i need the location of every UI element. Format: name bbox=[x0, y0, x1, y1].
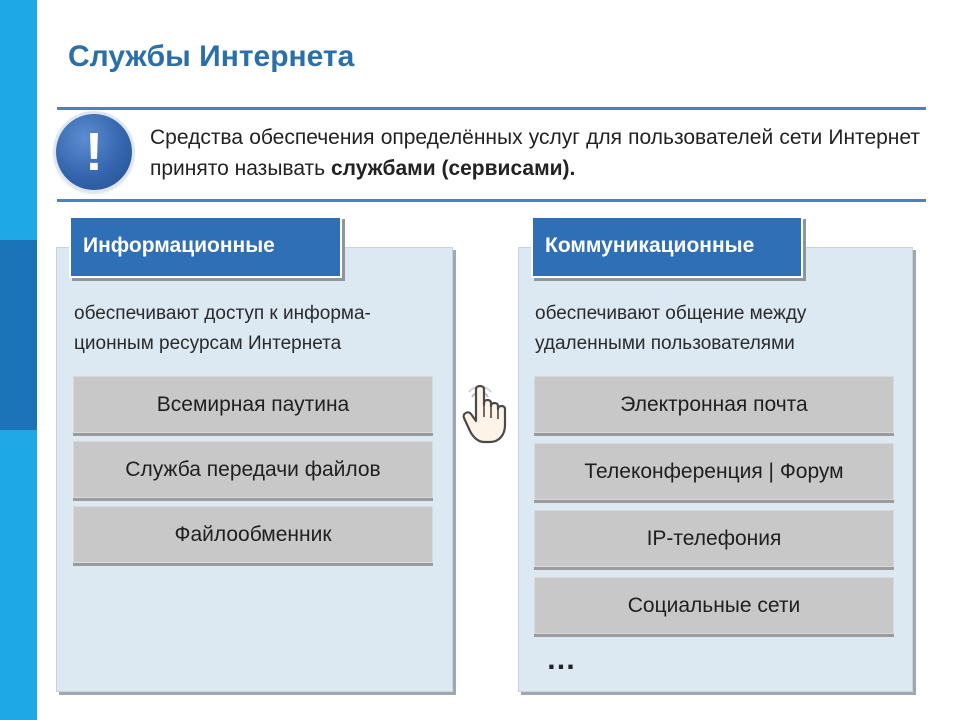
definition-main: Средства обеспечения определённых услуг для пользователей сети Интернет принято называть bbox=[150, 126, 920, 180]
description-line: обеспечивают общение между bbox=[535, 303, 807, 324]
service-item-email: Электронная почта bbox=[534, 376, 894, 433]
service-item-file-sharing: Файлообменник bbox=[73, 506, 433, 563]
service-item-teleconference: Телеконференция | Форум bbox=[534, 443, 894, 500]
definition-text bbox=[150, 122, 920, 184]
panel-header-informational: Информационные bbox=[69, 216, 342, 278]
side-decor-accent bbox=[0, 240, 37, 430]
exclamation-icon: ! bbox=[56, 114, 132, 190]
more-items-ellipsis: … bbox=[546, 643, 577, 676]
panel-description-informational bbox=[74, 299, 371, 359]
panel-description-communication bbox=[535, 299, 806, 359]
service-item-ftp: Служба передачи файлов bbox=[73, 441, 433, 498]
divider-bottom bbox=[57, 199, 926, 202]
service-item-www: Всемирная паутина bbox=[73, 376, 433, 433]
service-item-ip-telephony: IP-телефония bbox=[534, 510, 894, 567]
description-line: удаленными пользователями bbox=[535, 333, 795, 354]
description-line: ционным ресурсам Интернета bbox=[74, 333, 342, 354]
hand-pointer-icon bbox=[458, 375, 518, 447]
description-line: обеспечивают доступ к информа- bbox=[74, 303, 371, 324]
divider-top bbox=[57, 107, 926, 110]
slide-title: Службы Интернета bbox=[68, 40, 355, 73]
definition-term: службами (сервисами). bbox=[330, 157, 576, 180]
panel-header-communication: Коммуникационные bbox=[531, 216, 803, 278]
service-item-social-networks: Социальные сети bbox=[534, 577, 894, 634]
